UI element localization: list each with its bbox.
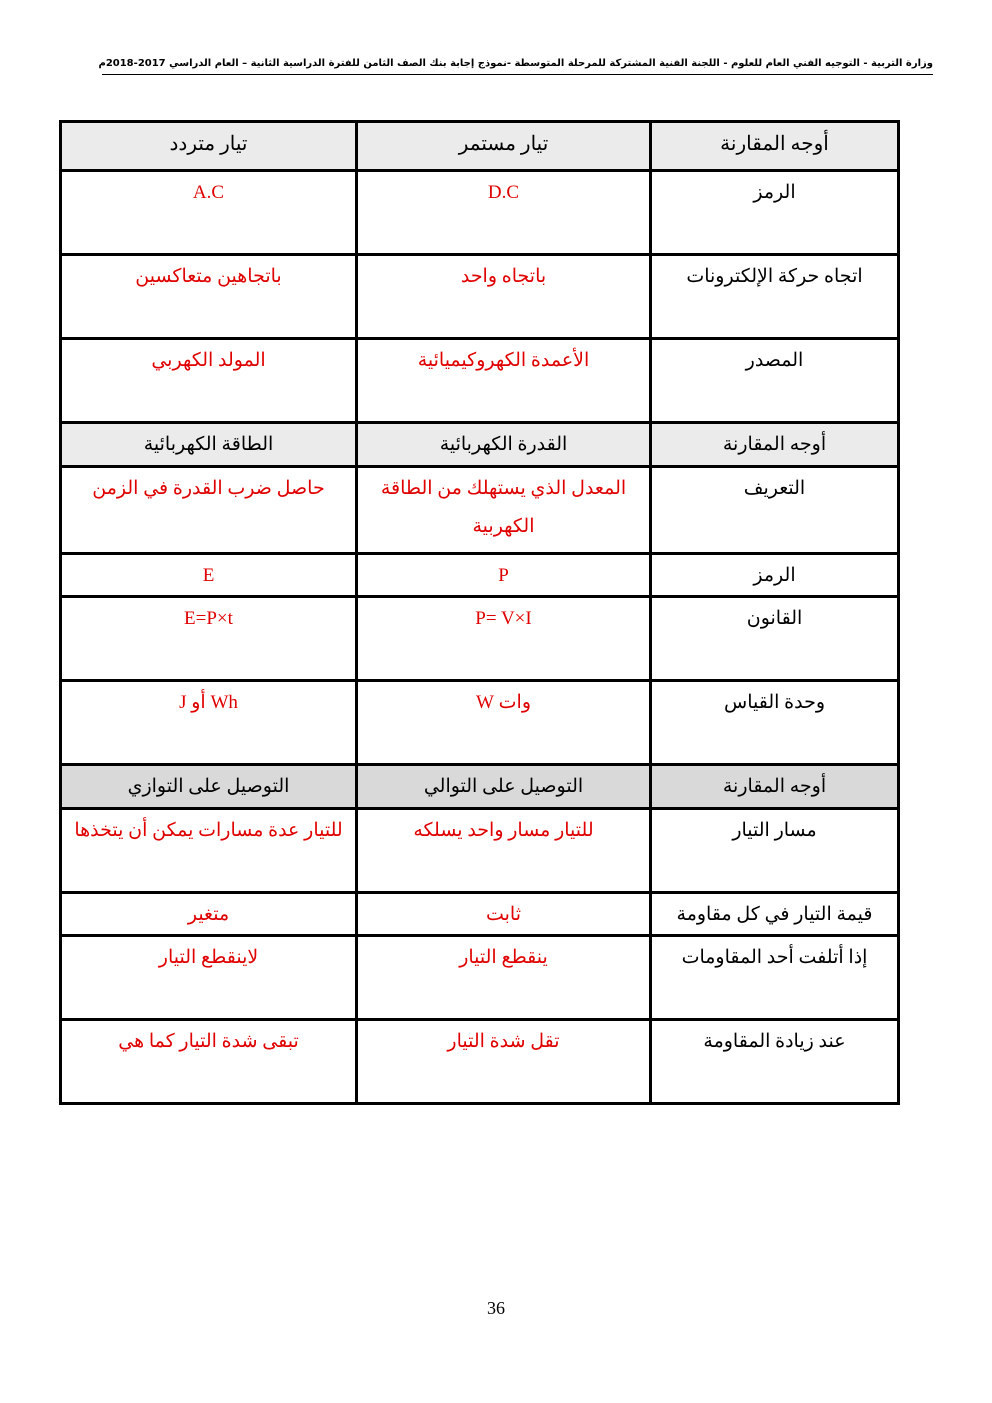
header-cell-aspect: أوجه المقارنة	[651, 423, 899, 467]
answer-cell: الأعمدة الكهروكيميائية	[357, 339, 651, 423]
answer-cell: وات W	[357, 681, 651, 765]
answer-cell: المعدل الذي يستهلك من الطاقة الكهربية	[357, 467, 651, 554]
row-label: وحدة القياس	[651, 681, 899, 765]
answer-cell: ينقطع التيار	[357, 936, 651, 1020]
answer-cell: ثابت	[357, 893, 651, 936]
row-label: عند زيادة المقاومة	[651, 1020, 899, 1104]
table-row	[61, 171, 899, 255]
comparison-table	[59, 120, 900, 1105]
table-header-row	[61, 765, 899, 809]
answer-cell: تقل شدة التيار	[357, 1020, 651, 1104]
row-label: التعريف	[651, 467, 899, 554]
answer-cell: للتيار مسار واحد يسلكه	[357, 809, 651, 893]
table-row	[61, 467, 899, 554]
table-row	[61, 554, 899, 597]
answer-cell: E	[61, 554, 357, 597]
row-label: قيمة التيار في كل مقاومة	[651, 893, 899, 936]
table-row	[61, 936, 899, 1020]
page-number: 36	[487, 1298, 505, 1318]
table-header-row	[61, 122, 899, 171]
answer-cell: A.C	[61, 171, 357, 255]
answer-cell: باتجاه واحد	[357, 255, 651, 339]
table-row	[61, 339, 899, 423]
header-cell-power: القدرة الكهربائية	[357, 423, 651, 467]
table-row	[61, 597, 899, 681]
header-cell-energy: الطاقة الكهربائية	[61, 423, 357, 467]
row-label: الرمز	[651, 171, 899, 255]
table-row	[61, 681, 899, 765]
answer-cell: Wh أو J	[61, 681, 357, 765]
row-label: اتجاه حركة الإلكترونات	[651, 255, 899, 339]
answer-cell: لاينقطع التيار	[61, 936, 357, 1020]
header-cell-series: التوصيل على التوالي	[357, 765, 651, 809]
page-header: وزارة التربية - التوجيه الفني العام للعلوم - اللجنة الفنية المشتركة للمرحلة المتوسطة -نموذج إجابة بنك الصف الثامن للفترة الدراسية الثانية – العام الدراسي 2017-2018م	[98, 58, 933, 69]
answer-cell: P	[357, 554, 651, 597]
header-cell-aspect: أوجه المقارنة	[651, 765, 899, 809]
row-label: إذا أتلفت أحد المقاومات	[651, 936, 899, 1020]
header-cell-ac: تيار متردد	[61, 122, 357, 171]
row-label: الرمز	[651, 554, 899, 597]
answer-cell: E=P×t	[61, 597, 357, 681]
answer-cell: للتيار عدة مسارات يمكن أن يتخذها	[61, 809, 357, 893]
row-label: المصدر	[651, 339, 899, 423]
table-header-row	[61, 423, 899, 467]
table-row	[61, 809, 899, 893]
table-row	[61, 1020, 899, 1104]
answer-cell: P= V×I	[357, 597, 651, 681]
answer-cell: باتجاهين متعاكسين	[61, 255, 357, 339]
answer-cell: حاصل ضرب القدرة في الزمن	[61, 467, 357, 554]
header-cell-parallel: التوصيل على التوازي	[61, 765, 357, 809]
table-row	[61, 255, 899, 339]
row-label: القانون	[651, 597, 899, 681]
answer-cell: تبقى شدة التيار كما هي	[61, 1020, 357, 1104]
table-row	[61, 893, 899, 936]
row-label: مسار التيار	[651, 809, 899, 893]
header-rule	[102, 74, 933, 75]
header-cell-aspect: أوجه المقارنة	[651, 122, 899, 171]
header-cell-dc: تيار مستمر	[357, 122, 651, 171]
answer-cell: متغير	[61, 893, 357, 936]
answer-cell: المولد الكهربي	[61, 339, 357, 423]
answer-cell: D.C	[357, 171, 651, 255]
